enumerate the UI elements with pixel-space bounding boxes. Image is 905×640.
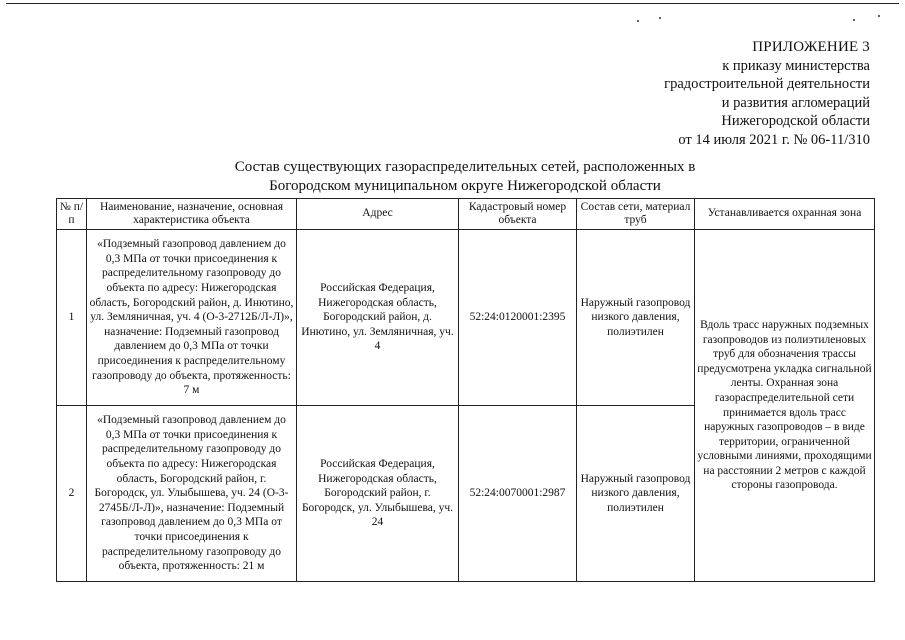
scan-speck xyxy=(853,19,855,21)
title-line-2: Богородском муниципальном округе Нижегородской области xyxy=(269,178,661,194)
object-description: «Подземный газопровод давлением до 0,3 МПа от точки присоединения к распределительному газопроводу до объекта по адресу: Нижегородская область, Богородский район, д. Инютино, ул. Земляничная, уч. 4 (О-3-2712Б/Л-Л)», назначение: Подземный газопровод давлением до 0,3 МПа от точки присоединения к распределительному газопроводу до объекта, протяженность: 7 м xyxy=(87,230,297,406)
top-border-line xyxy=(6,3,899,4)
network-composition: Наружный газопровод низкого давления, полиэтилен xyxy=(577,230,695,406)
order-line-4: Нижегородской области xyxy=(721,113,870,129)
document-title xyxy=(160,158,770,196)
appendix-header xyxy=(664,38,870,149)
gas-network-table xyxy=(56,198,875,582)
column-header-name: Наименование, назначение, основная характеристика объекта xyxy=(87,199,297,230)
order-line-3: и развития агломераций xyxy=(721,94,870,111)
order-line-1: к приказу министерства xyxy=(722,57,870,74)
column-header-composition: Состав сети, материал труб xyxy=(577,199,695,230)
row-number: 1 xyxy=(57,230,87,406)
row-number: 2 xyxy=(57,406,87,582)
column-header-cadastral: Кадастровый номер объекта xyxy=(459,199,577,230)
object-description: «Подземный газопровод давлением до 0,3 МПа от точки присоединения к распределительному газопроводу до объекта по адресу: Нижегородская область, Богородский район, г. Богородск, ул. Улыбышева, уч. 24 (О-3-2745Б/Л-Л)», назначение: Подземный газопровод давлением до 0,3 МПа от точки присоединения к распределительному газопроводу до объекта, протяженность: 21 м xyxy=(87,406,297,582)
order-line-5: от 14 июля 2021 г. № 06-11/310 xyxy=(678,131,870,148)
protection-zone-text: Вдоль трасс наружных подземных газопроводов из полиэтиленовых труб для обозначения трассы предусмотрена укладка сигнальной ленты. Охранная зона газораспределительной сети принимается вдоль трасс наружных газопроводов – в виде территории, ограниченной условными линиями, проходящими на расстоянии 2 метров с каждой стороны газопровода. xyxy=(695,230,875,582)
network-composition: Наружный газопровод низкого давления, полиэтилен xyxy=(577,406,695,582)
cadastral-number: 52:24:0120001:2395 xyxy=(459,230,577,406)
cadastral-number: 52:24:0070001:2987 xyxy=(459,406,577,582)
column-header-number: № п/п xyxy=(57,199,87,230)
scan-speck xyxy=(637,20,639,22)
table-header-row xyxy=(57,199,875,230)
scan-speck xyxy=(659,17,661,19)
table-row xyxy=(57,230,875,406)
column-header-zone: Устанавливается охранная зона xyxy=(695,199,875,230)
object-address: Российская Федерация, Нижегородская область, Богородский район, д. Инютино, ул. Земляничная, уч. 4 xyxy=(297,230,459,406)
column-header-address: Адрес xyxy=(297,199,459,230)
title-line-1: Состав существующих газораспределительных сетей, расположенных в xyxy=(234,159,696,175)
appendix-label: ПРИЛОЖЕНИЕ 3 xyxy=(752,39,870,55)
scan-speck xyxy=(878,15,880,17)
object-address: Российская Федерация, Нижегородская область, Богородский район, г. Богородск, ул. Улыбышева, уч. 24 xyxy=(297,406,459,582)
order-line-2: градостроительной деятельности xyxy=(664,76,870,92)
